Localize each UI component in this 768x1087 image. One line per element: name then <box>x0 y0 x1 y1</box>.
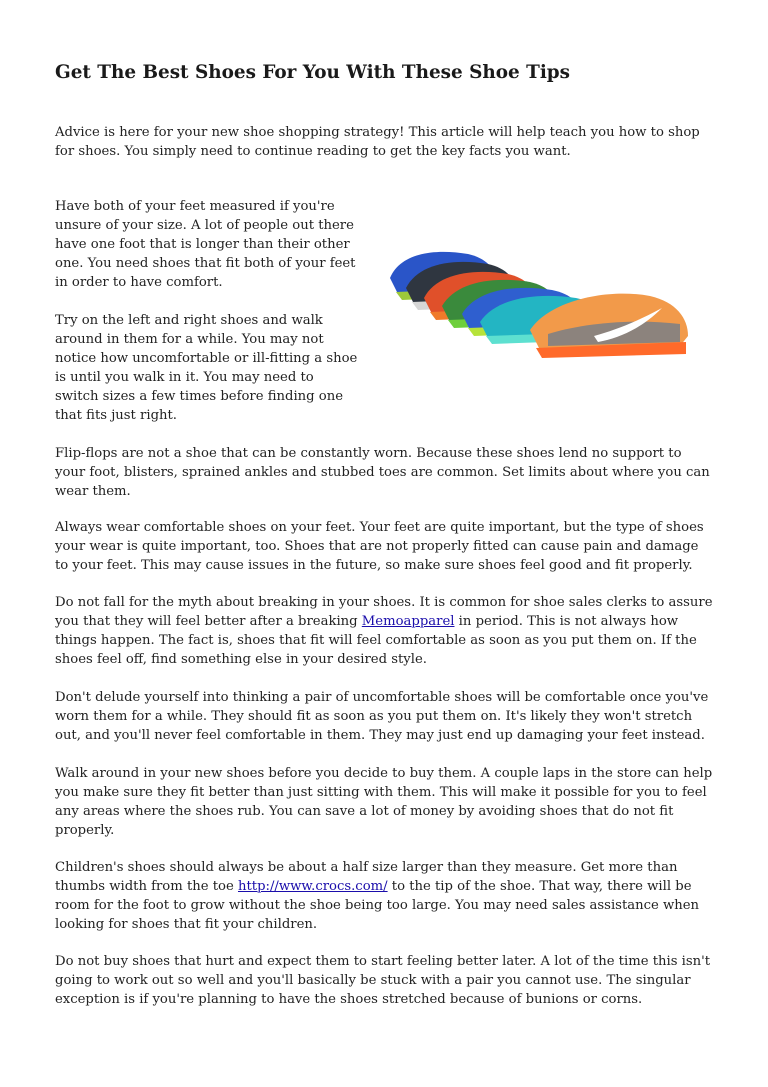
paragraph-flip-flops: Flip-flops are not a shoe that can be constantly worn. Because these shoes lend no support to your foot, blisters, sprained ankles and stubbed toes are common. Set limits about where you can wear them. <box>55 446 710 499</box>
paragraph-breaking-in <box>55 593 715 669</box>
paragraph-childrens-shoes <box>55 858 715 934</box>
paragraph-comfortable-shoes: Always wear comfortable shoes on your feet. Your feet are quite important, but the type of shoes your wear is quite important, too. Shoes that are not properly fitted can cause pain and damage to your feet. This may cause issues in the future, so make sure shoes feel good and fit properly. <box>55 520 704 573</box>
paragraph-text: to the tip of the shoe. That way, there will be room for the foot to grow without the shoe being too large. You may need sales assistance when looking for shoes that fit your children. <box>55 879 700 932</box>
intro-paragraph: Advice is here for your new shoe shopping strategy! This article will help teach you how to shop for shoes. You simply need to continue reading to get the key facts you want. <box>55 125 700 159</box>
crocs-link[interactable]: http://www.crocs.com/ <box>237 879 388 894</box>
article-title: Get The Best Shoes For You With These Shoe Tips <box>55 62 571 83</box>
memoapparel-link[interactable]: Memoapparel <box>361 614 455 629</box>
paragraph-uncomfortable-shoes: Don't delude yourself into thinking a pair of uncomfortable shoes will be comfortable once you've worn them for a while. They should fit as soon as you put them on. It's likely they won't stretch out, and you'll never feel comfortable in them. They may just end up damaging your feet instead. <box>55 690 709 743</box>
paragraph-text: Children's shoes should always be about a half size larger than they measure. Get more than thumbs width from the toe <box>55 860 678 894</box>
paragraph-walk-around: Walk around in your new shoes before you decide to buy them. A couple laps in the store can help you make sure they fit better than just sitting with them. This will make it possible for you to feel any areas where the shoes rub. You can save a lot of money by avoiding shoes that do not fit properly. <box>55 766 713 838</box>
paragraph-measure-feet: Have both of your feet measured if you're unsure of your size. A lot of people out there have one foot that is longer than their other one. You need shoes that fit both of your feet in order to have comfort. <box>55 199 356 290</box>
paragraph-shoes-that-hurt: Do not buy shoes that hurt and expect them to start feeling better later. A lot of the time this isn't going to work out so well and you'll basically be stuck with a pair you cannot use. The singular exception is if you're planning to have the shoes stretched because of bunions or corns. <box>55 954 711 1007</box>
paragraph-text: Do not fall for the myth about breaking in your shoes. It is common for shoe sales clerks to assure you that they will feel better after a breaking <box>55 595 713 629</box>
paragraph-text: in period. This is not always how things happen. The fact is, shoes that fit will feel comfortable as soon as you put them on. If the shoes feel off, find something else in your desired style. <box>55 614 697 667</box>
paragraph-try-on: Try on the left and right shoes and walk around in them for a while. You may not notice how uncomfortable or ill-fitting a shoe is until you walk in it. You may need to switch sizes a few times before finding one that fits just right. <box>55 313 358 423</box>
running-shoes-image <box>380 238 692 366</box>
